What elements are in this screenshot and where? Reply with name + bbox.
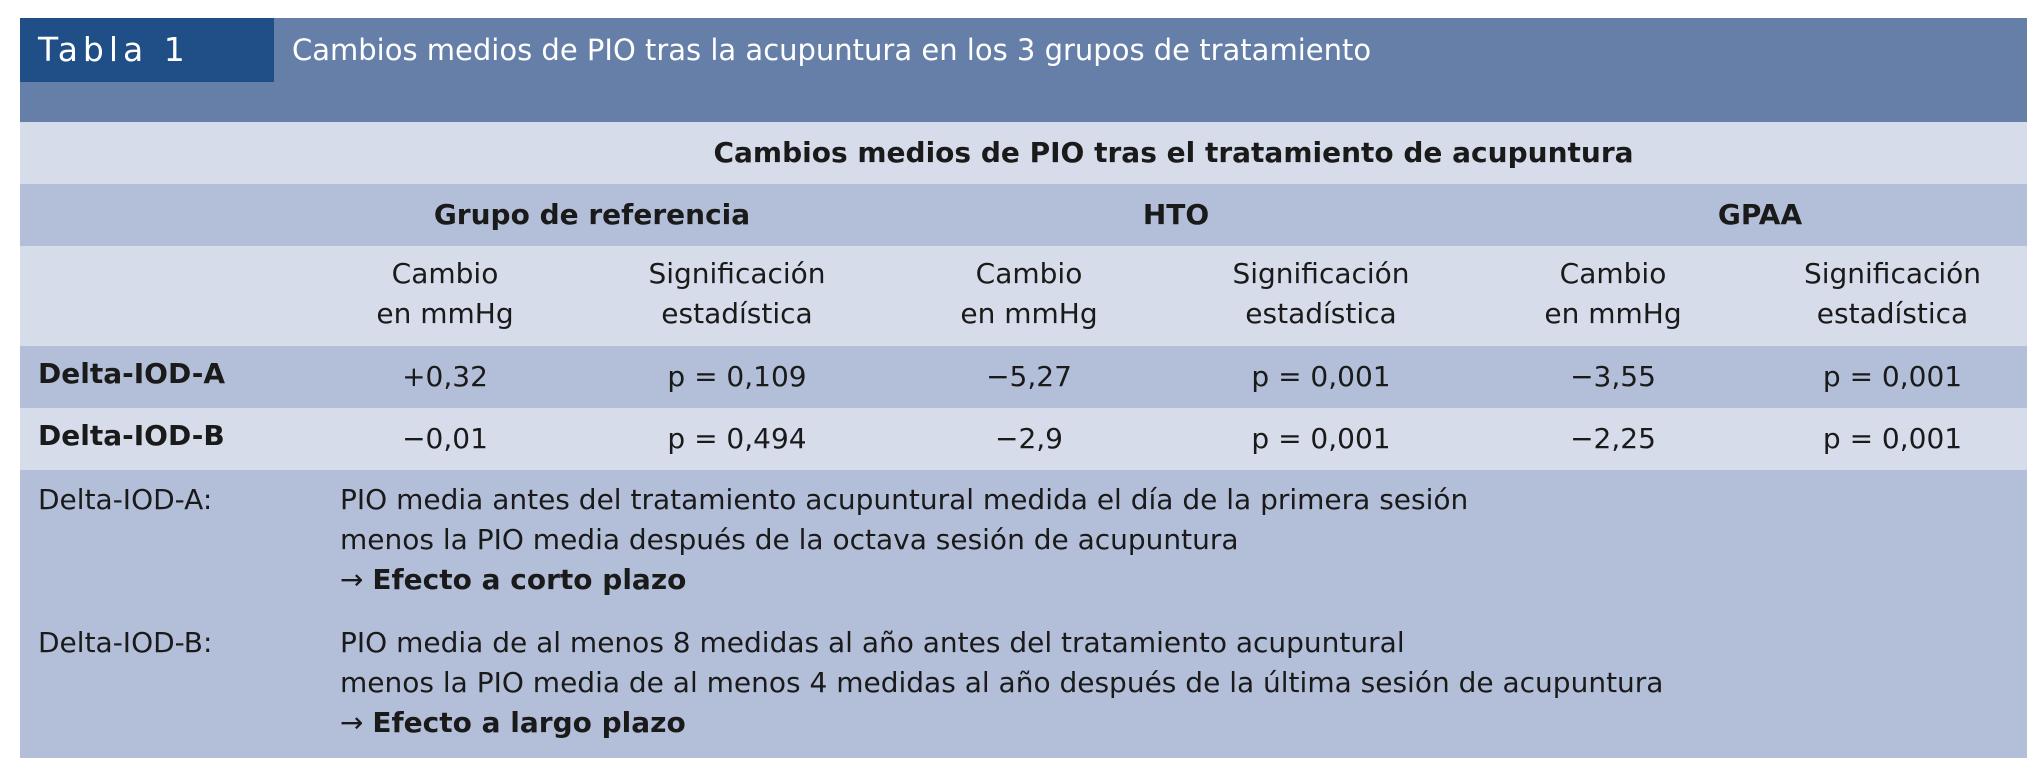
cell-value: p = 0,001: [1822, 422, 1963, 455]
col-header-change-3: Cambio en mmHg: [1544, 257, 1682, 330]
table-title: Cambios medios de PIO tras la acupuntura en los 3 grupos de tratamiento: [292, 33, 1372, 67]
note-a-line1: PIO media antes del tratamiento acupuntural medida el día de la primera sesión: [340, 483, 1469, 516]
note-b-line1: PIO media de al menos 8 medidas al año antes del tratamiento acupuntural: [340, 626, 1405, 659]
col-header-significance-3: Significación estadística: [1803, 257, 1982, 330]
note-b-effect: Efecto a largo plazo: [372, 706, 686, 739]
arrow-icon: →: [340, 706, 364, 739]
group-header-reference: Grupo de referencia: [433, 198, 751, 231]
group-header-hto: HTO: [1142, 198, 1210, 231]
col-header-significance-2: Significación estadística: [1232, 257, 1410, 330]
super-header-row: [20, 122, 2027, 184]
note-body-a: [340, 480, 1468, 600]
note-a-effect-line: [340, 560, 1468, 600]
cell-value: −2,25: [1570, 422, 1656, 455]
row-label-delta-iod-a: Delta-IOD-A: [38, 357, 226, 390]
notes-block: [20, 470, 2027, 758]
note-body-b: [340, 623, 1663, 743]
cell-value: p = 0,109: [667, 360, 807, 393]
table-row: [20, 346, 2027, 408]
col-header-change-1: Cambio en mmHg: [376, 257, 514, 330]
title-bar: [20, 18, 2027, 122]
cell-value: −0,01: [402, 422, 488, 455]
table-row: [20, 408, 2027, 470]
row-label-delta-iod-b: Delta-IOD-B: [38, 419, 225, 452]
note-b-line2: menos la PIO media de al menos 4 medidas al año después de la última sesión de acupuntura: [340, 666, 1664, 699]
note-b-effect-line: [340, 703, 1663, 743]
cell-value: −3,55: [1570, 360, 1656, 393]
group-header-gpaa: GPAA: [1717, 198, 1803, 231]
col-header-significance-1: Significación estadística: [648, 257, 826, 330]
cell-value: +0,32: [402, 360, 488, 393]
note-label-b: Delta-IOD-B:: [38, 626, 213, 659]
column-header-row: [20, 246, 2027, 346]
table-figure: [20, 18, 2027, 758]
super-header: Cambios medios de PIO tras el tratamiento de acupuntura: [713, 136, 1634, 169]
arrow-icon: →: [340, 563, 364, 596]
cell-value: p = 0,001: [1822, 360, 1963, 393]
group-header-row: [20, 184, 2027, 246]
cell-value: p = 0,001: [1251, 422, 1391, 455]
note-a-effect: Efecto a corto plazo: [372, 563, 687, 596]
note-a-line2: menos la PIO media después de la octava sesión de acupuntura: [340, 523, 1239, 556]
col-header-change-2: Cambio en mmHg: [960, 257, 1098, 330]
note-label-a: Delta-IOD-A:: [38, 483, 213, 516]
cell-value: p = 0,494: [667, 422, 807, 455]
cell-value: p = 0,001: [1251, 360, 1391, 393]
cell-value: −5,27: [986, 360, 1072, 393]
table-number-label: Tabla 1: [20, 18, 274, 82]
cell-value: −2,9: [995, 422, 1063, 455]
